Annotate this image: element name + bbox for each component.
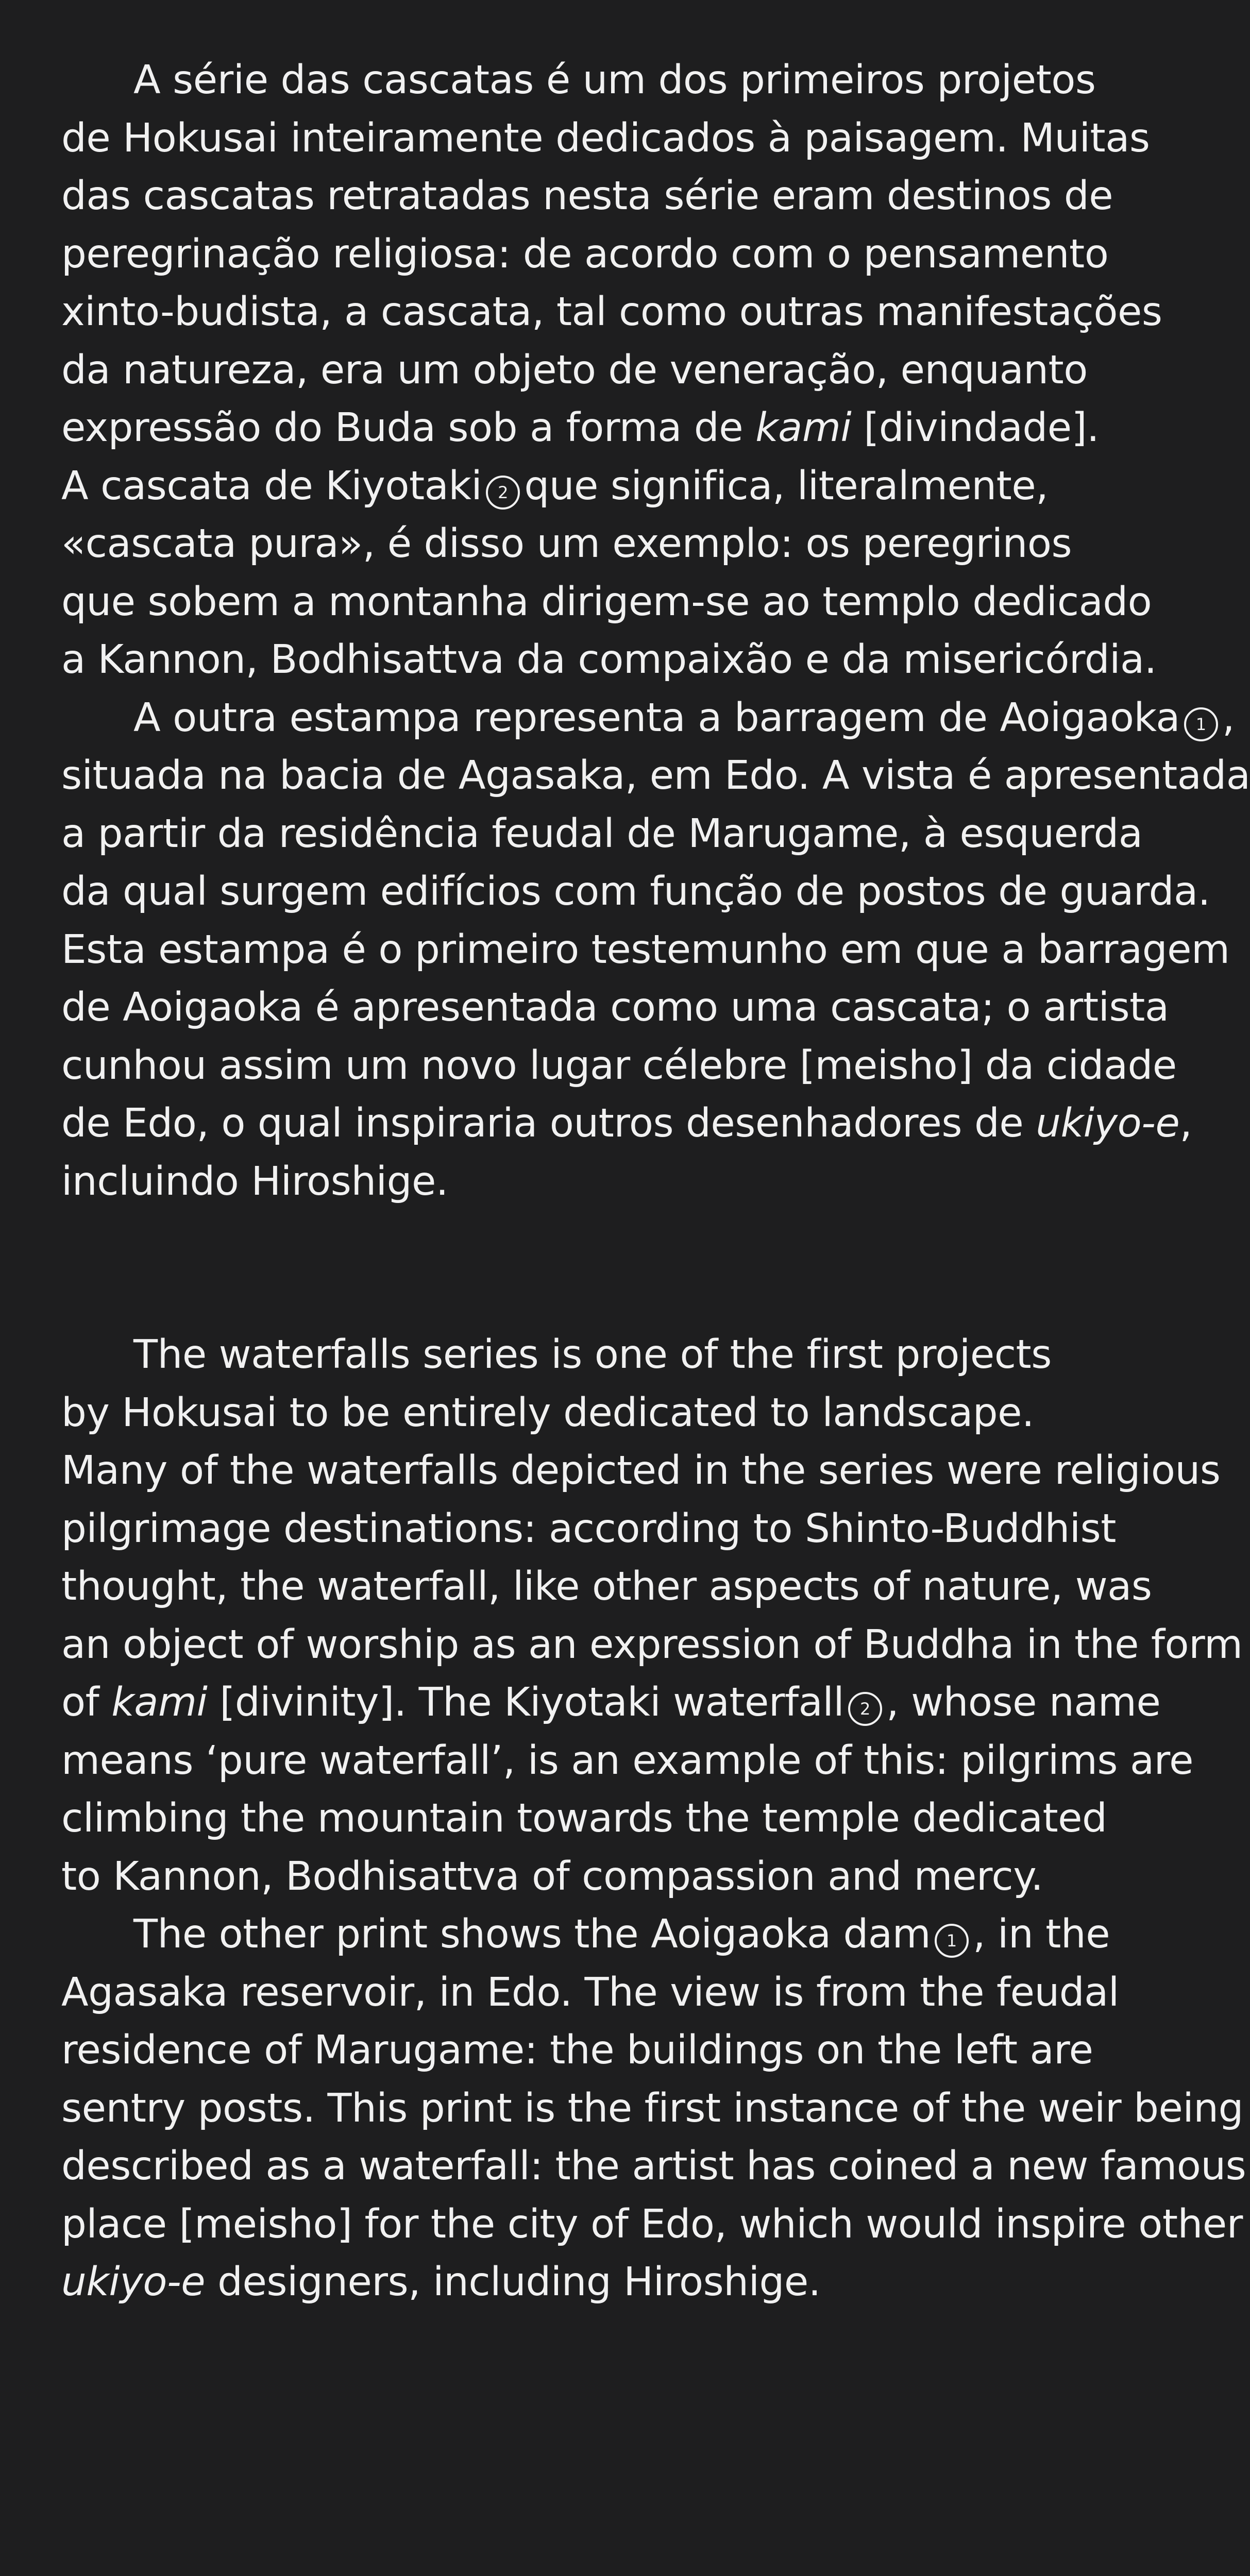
- text-line: an object of worship as an expression of Buddha in the form: [61, 1621, 1243, 1668]
- english-text: [61, 1326, 1246, 2312]
- text-segment: of: [61, 1680, 112, 1725]
- text-line: described as a waterfall: the artist has coined a new famous: [61, 2143, 1246, 2189]
- text-segment: de Edo, o qual inspiraria outros desenhadores de: [61, 1100, 1036, 1146]
- text-segment: The other print shows the Aoigaoka dam: [133, 1911, 931, 1957]
- text-line: «cascata pura», é disso um exemplo: os peregrinos: [61, 521, 1072, 567]
- text-segment: A cascata de Kiyotaki: [61, 463, 482, 509]
- text-line: Many of the waterfalls depicted in the series were religious: [61, 1448, 1221, 1494]
- text-line: a partir da residência feudal de Marugame, à esquerda: [61, 810, 1143, 857]
- text-line: [61, 399, 1164, 457]
- text-line: residence of Marugame: the buildings on the left are: [61, 2027, 1093, 2073]
- text-line: a Kannon, Bodhisattva da compaixão e da misericórdia.: [61, 637, 1157, 683]
- text-line: cunhou assim um novo lugar célebre [meisho] da cidade: [61, 1042, 1177, 1089]
- text-segment: expressão do Buda sob a forma de: [61, 405, 756, 451]
- text-segment: , in the: [973, 1911, 1110, 1957]
- text-line: [61, 1906, 1164, 1964]
- text-line: de Aoigaoka é apresentada como uma cascata; o artista: [61, 985, 1169, 1030]
- text-line: situada na bacia de Agasaka, em Edo. A vista é apresentada: [61, 753, 1250, 799]
- text-line: A série das cascatas é um dos primeiros projetos: [133, 57, 1096, 103]
- text-line: [61, 457, 1164, 516]
- text-line: das cascatas retratadas nesta série eram destinos de: [61, 173, 1113, 219]
- reference-marker-1[interactable]: 1: [1184, 707, 1218, 741]
- text-segment: , whose name: [886, 1680, 1161, 1725]
- text-line: [61, 1095, 1192, 1153]
- text-segment: ,: [1179, 1100, 1192, 1146]
- italic-term: ukiyo-e: [1036, 1100, 1180, 1146]
- text-line: The waterfalls series is one of the first projects: [133, 1332, 1052, 1378]
- text-line: place [meisho] for the city of Edo, which would inspire other: [61, 2201, 1243, 2247]
- italic-term: ukiyo-e: [61, 2259, 206, 2305]
- reference-marker-2[interactable]: 2: [486, 476, 520, 510]
- text-segment: [divindade].: [851, 405, 1100, 451]
- text-segment: [divinity]. The Kiyotaki waterfall: [207, 1680, 844, 1725]
- text-segment: ,: [1222, 694, 1235, 741]
- italic-term: kami: [755, 405, 852, 451]
- text-line: to Kannon, Bodhisattva of compassion and mercy.: [61, 1853, 1043, 1900]
- reference-marker-1[interactable]: 1: [935, 1924, 969, 1958]
- text-line: sentry posts. This print is the first instance of the weir being: [61, 2085, 1243, 2131]
- text-line: thought, the waterfall, like other aspects of nature, was: [61, 1564, 1152, 1609]
- text-line: que sobem a montanha dirigem-se ao templo dedicado: [61, 579, 1152, 625]
- text-line: Agasaka reservoir, in Edo. The view is from the feudal: [61, 1969, 1119, 2015]
- text-line: by Hokusai to be entirely dedicated to landscape.: [61, 1389, 1035, 1436]
- text-line: xinto-budista, a cascata, tal como outras manifestações: [61, 289, 1162, 335]
- text-line: da qual surgem edifícios com função de postos de guarda.: [61, 869, 1210, 914]
- italic-term: kami: [111, 1680, 208, 1725]
- text-line: climbing the mountain towards the temple dedicated: [61, 1795, 1107, 1841]
- text-segment: que significa, literalmente,: [524, 463, 1049, 509]
- text-line: da natureza, era um objeto de veneração, enquanto: [61, 347, 1088, 393]
- text-line: de Hokusai inteiramente dedicados à paisagem. Muitas: [61, 115, 1150, 161]
- reference-marker-2[interactable]: 2: [848, 1692, 882, 1726]
- text-line: incluindo Hiroshige.: [61, 1158, 448, 1205]
- portuguese-text: [61, 52, 1250, 1211]
- text-segment: designers, including Hiroshige.: [205, 2259, 821, 2305]
- text-segment: A outra estampa representa a barragem de Aoigaoka: [133, 694, 1180, 741]
- text-line: pilgrimage destinations: according to Shinto-Buddhist: [61, 1505, 1116, 1552]
- text-line: [61, 689, 1235, 748]
- text-line: peregrinação religiosa: de acordo com o pensamento: [61, 231, 1109, 277]
- text-line: Esta estampa é o primeiro testemunho em que a barragem: [61, 926, 1230, 973]
- text-line: means ‘pure waterfall’, is an example of this: pilgrims are: [61, 1737, 1193, 1784]
- text-line: [61, 1674, 1164, 1732]
- text-line: [61, 2253, 1164, 2312]
